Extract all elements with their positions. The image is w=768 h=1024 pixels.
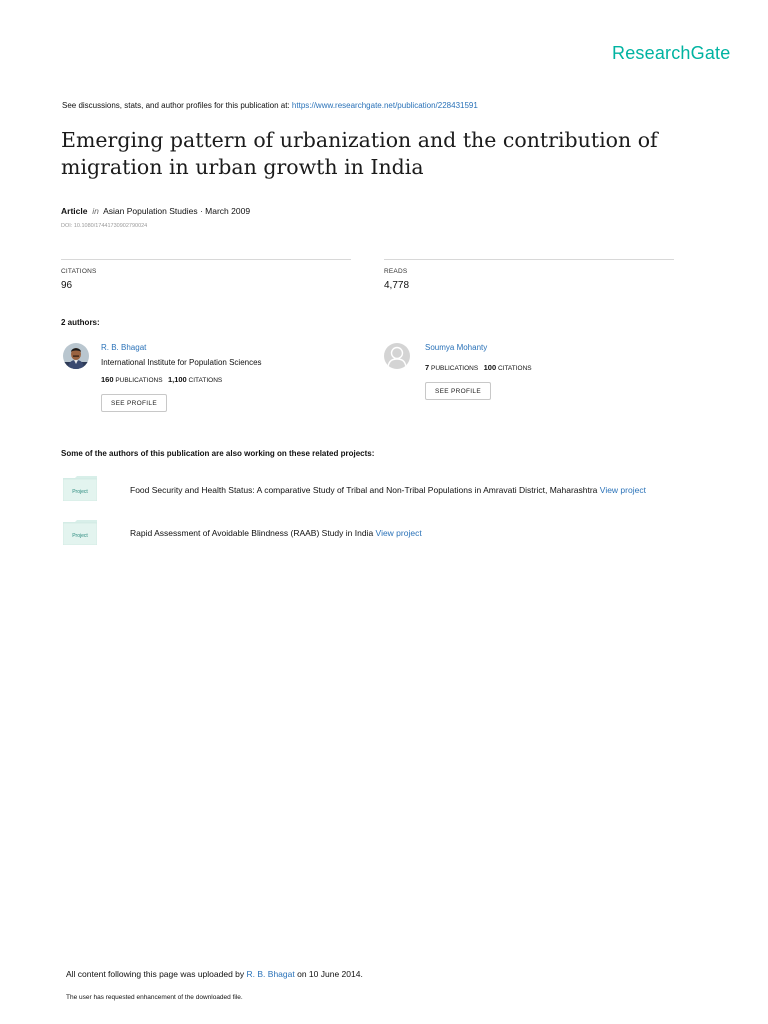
citations-label: CITATIONS xyxy=(497,365,532,372)
reads-value: 4,778 xyxy=(384,280,410,291)
related-projects-heading: Some of the authors of this publication are also working on these related projects: xyxy=(61,449,375,458)
see-discussions-text: See discussions, stats, and author profiles for this publication at: xyxy=(62,101,290,110)
project-icon-label: Project xyxy=(72,489,88,495)
author-name-bhagat[interactable]: R. B. Bhagat xyxy=(101,343,147,352)
publication-type: Article xyxy=(61,206,88,216)
citations-label: CITATIONS xyxy=(61,268,97,275)
project-item-1 xyxy=(130,485,646,495)
see-discussions-line xyxy=(62,101,478,110)
publications-label: PUBLICATIONS xyxy=(115,377,163,384)
project-title: Rapid Assessment of Avoidable Blindness (RAAB) Study in India xyxy=(130,528,374,538)
project-folder-icon xyxy=(63,475,97,501)
author-avatar-bhagat[interactable] xyxy=(63,343,89,369)
publications-count: 7 xyxy=(425,363,430,372)
view-project-link[interactable]: View project xyxy=(599,485,646,495)
doi: DOI: 10.1080/17441730902790024 xyxy=(61,223,148,229)
upload-note xyxy=(66,969,363,979)
reads-divider xyxy=(384,259,674,260)
author-avatar-mohanty[interactable] xyxy=(384,343,410,369)
citations-count: 1,100 xyxy=(167,375,187,384)
publications-count: 160 xyxy=(101,375,114,384)
publications-label: PUBLICATIONS xyxy=(430,365,479,372)
citations-count: 100 xyxy=(483,363,497,372)
researchgate-logo[interactable]: ResearchGate xyxy=(612,43,731,63)
author-stats-mohanty xyxy=(425,363,532,372)
authors-heading: 2 authors: xyxy=(61,318,100,327)
citations-value: 96 xyxy=(61,280,73,291)
journal-name: Asian Population Studies · March 2009 xyxy=(103,206,251,216)
publication-title: Emerging pattern of urbanization and the contribution of migration in urban growth in India xyxy=(61,128,658,179)
meta-in: in xyxy=(92,206,99,216)
publication-meta xyxy=(61,206,250,216)
reads-label: READS xyxy=(384,268,408,275)
see-profile-button-bhagat[interactable]: SEE PROFILE xyxy=(101,394,167,412)
author-photo-icon xyxy=(63,343,89,369)
enhancement-note: The user has requested enhancement of the downloaded file. xyxy=(66,994,243,1001)
project-item-2 xyxy=(130,528,422,538)
project-icon-label: Project xyxy=(72,533,88,539)
project-title: Food Security and Health Status: A comparative Study of Tribal and Non-Tribal Populations in Amravati District, Maharashtra xyxy=(130,485,598,495)
project-folder-icon xyxy=(63,519,97,545)
see-profile-button-mohanty[interactable]: SEE PROFILE xyxy=(425,382,491,400)
uploader-link[interactable]: R. B. Bhagat xyxy=(246,969,295,979)
citations-label: CITATIONS xyxy=(188,377,223,384)
citations-divider xyxy=(61,259,351,260)
default-avatar-icon xyxy=(384,343,410,369)
author-institution-bhagat: International Institute for Population Sciences xyxy=(101,358,262,367)
author-name-mohanty[interactable]: Soumya Mohanty xyxy=(425,343,488,352)
publication-url-link[interactable]: https://www.researchgate.net/publication/228431591 xyxy=(291,101,478,110)
author-stats-bhagat xyxy=(101,375,222,384)
view-project-link[interactable]: View project xyxy=(375,528,422,538)
upload-note-suffix: on 10 June 2014. xyxy=(297,969,363,979)
upload-note-prefix: All content following this page was uploaded by xyxy=(66,969,245,979)
